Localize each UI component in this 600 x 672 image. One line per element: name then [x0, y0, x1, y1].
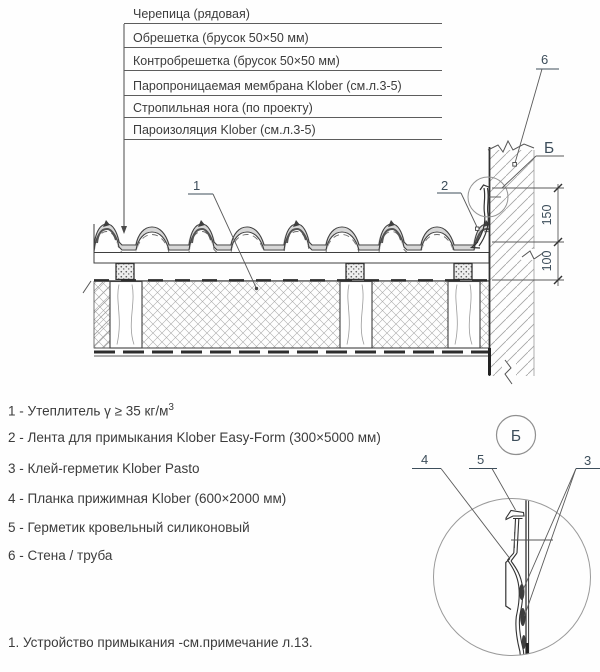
left-break-mark: [83, 281, 91, 293]
legend-item-1-sup: 3: [168, 402, 174, 413]
legend-item-1-text: 1 - Утеплитель γ ≥ 35 кг/м: [8, 403, 169, 419]
callout-1-label: 1: [193, 178, 201, 193]
detail-content: [506, 495, 553, 660]
layer-label-membrane: Паропроницаемая мембрана Klober (см.л.3-5): [124, 71, 442, 96]
callout-4: [412, 452, 510, 558]
callout-3: [523, 453, 600, 616]
tile-layer: [94, 220, 516, 253]
callout-4-label: 4: [421, 452, 429, 467]
roof-section: [83, 220, 516, 356]
legend-item-6: 6 - Стена / труба: [8, 548, 113, 563]
note-text: 1. Устройство примыкания -см.примечание л.13.: [8, 635, 313, 650]
legend-item-3: 3 - Клей-герметик Klober Pasto: [8, 461, 200, 476]
wall-hatch: [490, 150, 534, 376]
legend-item-1: [8, 402, 174, 419]
legend-item-4: 4 - Планка прижимная Klober (600×2000 мм): [8, 491, 287, 506]
layer-label-counter-batten: Контробрешетка (брусок 50×50 мм): [124, 48, 442, 71]
wall: [488, 141, 545, 384]
roof-left-cut-strip: [94, 282, 110, 349]
callout-3-label: 3: [584, 453, 592, 468]
legend-item-5: 5 - Герметик кровельный силиконовый: [8, 520, 250, 535]
callout-6-label: 6: [541, 52, 549, 67]
detail-view: [412, 416, 600, 661]
callout-5-label: 5: [477, 452, 485, 467]
batten-board: [94, 253, 489, 264]
insulation-layer: [94, 282, 489, 349]
detail-letter-circle: Б: [510, 428, 522, 445]
callout-2-label: 2: [441, 178, 449, 193]
layer-label-batten: Обрешетка (брусок 50×50 мм): [124, 24, 442, 48]
dimension-100: 100: [540, 250, 554, 272]
layer-stack: [124, 6, 442, 140]
callout-2: [437, 178, 479, 230]
dimension-150: 150: [540, 204, 554, 226]
vapor-barrier-line: [94, 352, 489, 356]
tile-clip-tabs: [103, 220, 490, 227]
layer-label-tile: Черепица (рядовая): [124, 9, 442, 24]
detail-letter-main: Б: [544, 140, 555, 157]
layer-label-rafter: Стропильная нога (по проекту): [124, 96, 442, 118]
layer-label-vapor-barrier: Пароизоляция Klober (см.л.3-5): [124, 118, 442, 140]
detail-boundary-circle: [434, 499, 591, 656]
counter-battens: [116, 264, 472, 280]
legend-item-2: 2 - Лента для примыкания Klober Easy-Form (300×5000 мм): [8, 430, 381, 445]
